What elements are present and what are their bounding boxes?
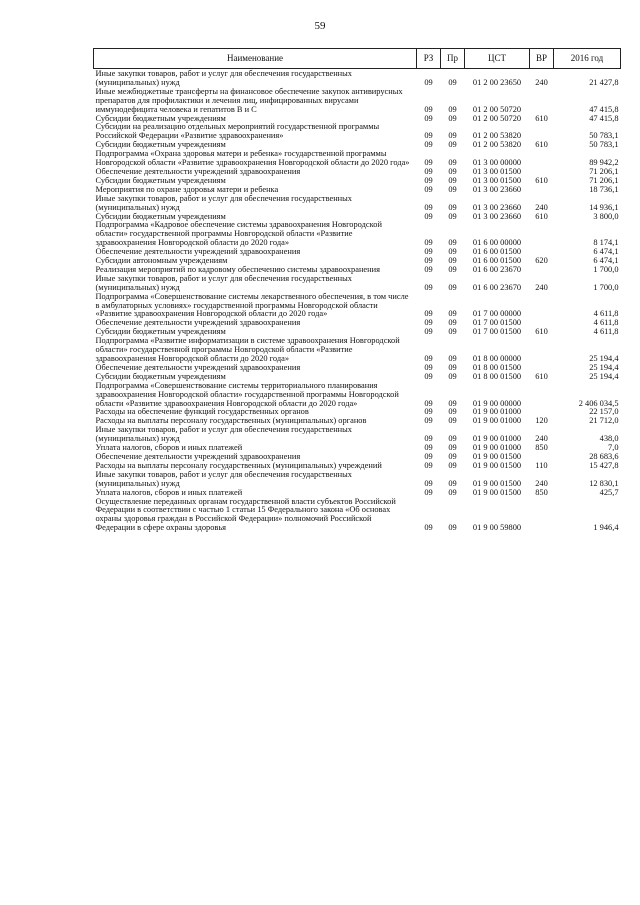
- row-cst: 01 9 00 01000: [472, 407, 522, 417]
- table-row: [94, 221, 621, 248]
- row-rz: 09: [424, 104, 433, 114]
- row-rz: 09: [424, 451, 433, 461]
- row-cst: 01 2 00 50720: [472, 113, 522, 123]
- row-vr: 850: [535, 487, 548, 497]
- row-pr: 09: [448, 371, 457, 381]
- table-row: [94, 123, 621, 141]
- row-vr: [530, 266, 554, 275]
- row-cst: 01 6 00 23670: [472, 282, 522, 292]
- row-rz: 09: [424, 523, 433, 533]
- row-amount: 6 474,1: [593, 256, 619, 266]
- row-name: Обеспечение деятельности учреждений здравоохранения: [95, 362, 301, 372]
- row-amount: 1 946,4: [593, 523, 619, 533]
- row-vr: 120: [535, 416, 548, 426]
- row-vr: 240: [535, 282, 548, 292]
- row-cst: 01 7 00 00000: [472, 309, 522, 319]
- column-header-pr: Пр: [441, 49, 465, 69]
- row-rz: 09: [424, 371, 433, 381]
- row-name: Осуществление переданных органам государственной власти субъектов Российской Федерации в соответствии с частью 1 статьи 15 Федерального закона «Об основах охраны здоровья граждан в Российской Федерации» полномочий Российской Федерации в сфере охраны здоровья: [95, 496, 396, 533]
- row-pr: 09: [448, 264, 457, 274]
- table-row: [94, 69, 621, 88]
- row-vr: 610: [535, 327, 548, 337]
- row-name: Обеспечение деятельности учреждений здравоохранения: [95, 451, 301, 461]
- row-pr: 09: [448, 158, 457, 168]
- row-rz: 09: [424, 202, 433, 212]
- row-amount: 28 683,6: [589, 451, 619, 461]
- row-pr: 09: [448, 202, 457, 212]
- column-header-vr: ВР: [530, 49, 554, 69]
- table-header-row: [94, 49, 621, 69]
- row-name: Реализация мероприятий по кадровому обеспечению системы здравоохранения: [95, 264, 380, 274]
- row-cst: 01 3 00 00000: [472, 158, 522, 168]
- row-vr: 610: [535, 371, 548, 381]
- row-rz: 09: [424, 398, 433, 408]
- row-cst: 01 6 00 23670: [472, 264, 522, 274]
- row-cst: 01 6 00 01500: [472, 247, 522, 257]
- row-amount: 25 194,4: [589, 371, 619, 381]
- row-cst: 01 2 00 53820: [472, 131, 522, 141]
- row-pr: 09: [448, 398, 457, 408]
- row-pr: 09: [448, 416, 457, 426]
- row-amount: 3 800,0: [593, 211, 619, 221]
- table-row: [94, 195, 621, 213]
- row-amount: 8 174,1: [593, 238, 619, 248]
- row-name: Субсидии автономным учреждениям: [95, 256, 228, 266]
- row-pr: 09: [448, 318, 457, 328]
- table-row: [94, 337, 621, 364]
- row-pr: 09: [448, 256, 457, 266]
- row-name: Расходы на выплаты персоналу государственных (муниципальных) учреждений: [95, 460, 382, 470]
- row-rz: 09: [424, 443, 433, 453]
- row-pr: 09: [448, 211, 457, 221]
- row-cst: 01 2 00 23650: [472, 77, 522, 87]
- row-name: Расходы на выплаты персоналу государственных (муниципальных) органов: [95, 416, 367, 426]
- row-cst: 01 9 00 00000: [472, 398, 522, 408]
- row-name: Расходы на обеспечение функций государственных органов: [95, 407, 309, 417]
- row-pr: 09: [448, 478, 457, 488]
- row-pr: 09: [448, 238, 457, 248]
- row-rz: 09: [424, 238, 433, 248]
- row-amount: 47 415,8: [589, 113, 619, 123]
- row-cst: 01 7 00 01500: [472, 327, 522, 337]
- row-rz: 09: [424, 362, 433, 372]
- row-amount: 47 415,8: [589, 104, 619, 114]
- row-amount: 25 194,4: [589, 362, 619, 372]
- table-row: [94, 426, 621, 444]
- row-name: Иные закупки товаров, работ и услуг для обеспечения государственных (муниципальных) нужд: [95, 193, 352, 212]
- row-pr: 09: [448, 247, 457, 257]
- row-amount: 4 611,8: [593, 318, 619, 328]
- row-rz: 09: [424, 354, 433, 363]
- row-name: Подпрограмма «Совершенствование системы лекарственного обеспечения, в том числе в амбулаторных условиях» государственной программы Новгородской области «Развитие здравоохранения Новгородской области до 2020 года»: [95, 291, 409, 319]
- row-vr: 240: [535, 77, 548, 87]
- row-vr: 610: [535, 211, 548, 221]
- row-name: Обеспечение деятельности учреждений здравоохранения: [95, 247, 301, 257]
- row-cst: 01 3 00 23660: [472, 211, 522, 221]
- row-rz: 09: [424, 327, 433, 337]
- row-rz: 09: [424, 77, 433, 87]
- row-vr: [530, 186, 554, 195]
- row-rz: 09: [424, 166, 433, 176]
- row-cst: 01 6 00 01500: [472, 256, 522, 266]
- row-amount: 1 700,0: [593, 282, 619, 292]
- row-vr: [530, 498, 554, 534]
- row-rz: 09: [424, 175, 433, 185]
- row-pr: 09: [448, 282, 457, 292]
- row-vr: 610: [535, 113, 548, 123]
- row-amount: 4 611,8: [593, 327, 619, 337]
- table-row: [94, 88, 621, 115]
- row-vr: [530, 337, 554, 364]
- row-pr: 09: [448, 327, 457, 337]
- row-pr: 09: [448, 140, 457, 150]
- row-cst: 01 9 00 59800: [472, 523, 522, 533]
- row-amount: 6 474,1: [593, 247, 619, 257]
- row-pr: 09: [448, 113, 457, 123]
- row-amount: 25 194,4: [589, 354, 619, 363]
- row-name: Подпрограмма «Развитие информатизации в системе здравоохранения Новгородской области» государственной программы Новгородской области «Развитие здравоохранения Новгородской области до 2020 года»: [95, 336, 400, 363]
- row-name: Мероприятия по охране здоровья матери и ребенка: [95, 184, 279, 194]
- row-cst: 01 9 00 01500: [472, 478, 522, 488]
- row-pr: 09: [448, 184, 457, 194]
- row-cst: 01 9 00 01000: [472, 443, 522, 453]
- row-vr: 240: [535, 478, 548, 488]
- row-amount: 4 611,8: [593, 309, 619, 319]
- row-name: Подпрограмма «Совершенствование системы территориального планирования здравоохранения Новгородской области» государственной программы Новгородской области «Развитие здравоохранения Новгородской области до 2020 года»: [95, 380, 399, 408]
- column-header-year: 2016 год: [554, 49, 621, 69]
- row-cst: 01 8 00 00000: [472, 354, 522, 363]
- row-vr: 240: [535, 434, 548, 444]
- row-pr: 09: [448, 175, 457, 185]
- row-vr: 110: [535, 460, 548, 470]
- table-row: [94, 471, 621, 489]
- row-cst: 01 8 00 01500: [472, 362, 522, 372]
- row-rz: 09: [424, 211, 433, 221]
- row-amount: 15 427,8: [589, 460, 619, 470]
- row-pr: 09: [448, 104, 457, 114]
- row-rz: 09: [424, 282, 433, 292]
- row-name: Субсидии бюджетным учреждениям: [95, 140, 226, 150]
- row-cst: 01 9 00 01500: [472, 451, 522, 461]
- row-cst: 01 8 00 01500: [472, 371, 522, 381]
- row-pr: 09: [448, 362, 457, 372]
- row-amount: 18 736,1: [589, 184, 619, 194]
- row-name: Субсидии бюджетным учреждениям: [95, 211, 226, 221]
- row-name: Иные закупки товаров, работ и услуг для обеспечения государственных (муниципальных) нужд: [95, 273, 352, 292]
- row-pr: 09: [448, 407, 457, 417]
- row-vr: [530, 88, 554, 115]
- row-amount: 21 712,0: [589, 416, 619, 426]
- row-cst: 01 3 00 23660: [472, 202, 522, 212]
- row-rz: 09: [424, 264, 433, 274]
- table-row: [94, 275, 621, 293]
- row-vr: 240: [535, 202, 548, 212]
- row-pr: 09: [448, 166, 457, 176]
- row-rz: 09: [424, 434, 433, 444]
- row-rz: 09: [424, 487, 433, 497]
- row-vr: [530, 293, 554, 320]
- row-name: Иные закупки товаров, работ и услуг для обеспечения государственных (муниципальных) нужд: [95, 69, 352, 87]
- row-name: Субсидии бюджетным учреждениям: [95, 327, 226, 337]
- row-rz: 09: [424, 256, 433, 266]
- row-pr: 09: [448, 460, 457, 470]
- row-rz: 09: [424, 158, 433, 168]
- row-amount: 89 942,2: [589, 158, 619, 168]
- row-name: Уплата налогов, сборов и иных платежей: [95, 487, 243, 497]
- row-pr: 09: [448, 523, 457, 533]
- row-name: Обеспечение деятельности учреждений здравоохранения: [95, 318, 301, 328]
- row-name: Обеспечение деятельности учреждений здравоохранения: [95, 166, 301, 176]
- table-body: [94, 69, 621, 534]
- row-amount: 50 783,1: [589, 131, 619, 141]
- row-amount: 21 427,8: [589, 77, 619, 87]
- table-row: [94, 498, 621, 534]
- row-vr: 610: [535, 175, 548, 185]
- row-amount: 2 406 034,5: [578, 398, 619, 408]
- row-cst: 01 3 00 01500: [472, 175, 522, 185]
- row-name: Иные закупки товаров, работ и услуг для обеспечения государственных (муниципальных) нужд: [95, 425, 352, 444]
- row-amount: 71 206,1: [589, 166, 619, 176]
- row-amount: 22 157,0: [589, 407, 619, 417]
- row-rz: 09: [424, 184, 433, 194]
- table-row: [94, 150, 621, 168]
- row-amount: 12 830,1: [589, 478, 619, 488]
- row-vr: 610: [535, 140, 548, 150]
- row-name: Субсидии бюджетным учреждениям: [95, 113, 226, 123]
- column-header-cst: ЦСТ: [465, 49, 530, 69]
- row-pr: 09: [448, 309, 457, 319]
- row-rz: 09: [424, 131, 433, 141]
- row-rz: 09: [424, 140, 433, 150]
- budget-table: [93, 48, 621, 533]
- row-name: Подпрограмма «Охрана здоровья матери и ребенка» государственной программы Новгородской области «Развитие здравоохранения Новгородской области до 2020 года»: [95, 149, 410, 168]
- row-vr: 620: [535, 256, 548, 266]
- column-header-name: Наименование: [94, 49, 417, 69]
- row-rz: 09: [424, 416, 433, 426]
- row-cst: 01 3 00 01500: [472, 166, 522, 176]
- row-rz: 09: [424, 247, 433, 257]
- row-cst: 01 9 00 01500: [472, 487, 522, 497]
- table-row: [94, 293, 621, 320]
- row-pr: 09: [448, 451, 457, 461]
- row-pr: 09: [448, 131, 457, 141]
- row-rz: 09: [424, 407, 433, 417]
- row-pr: 09: [448, 487, 457, 497]
- row-cst: 01 9 00 01000: [472, 416, 522, 426]
- row-pr: 09: [448, 443, 457, 453]
- row-amount: 50 783,1: [589, 140, 619, 150]
- row-rz: 09: [424, 318, 433, 328]
- row-cst: 01 2 00 50720: [472, 104, 522, 114]
- row-amount: 7,0: [608, 443, 619, 453]
- row-vr: 850: [535, 443, 548, 453]
- row-amount: 438,0: [599, 434, 619, 444]
- row-amount: 425,7: [599, 487, 619, 497]
- row-cst: 01 7 00 01500: [472, 318, 522, 328]
- page-number: 59: [314, 20, 326, 32]
- row-vr: [530, 221, 554, 248]
- row-name: Подпрограмма «Кадровое обеспечение системы здравоохранения Новгородской области» государственной программы Новгородской области «Развитие здравоохранения Новгородской области до 2020 года»: [95, 220, 382, 248]
- row-cst: 01 9 00 01000: [472, 434, 522, 444]
- row-cst: 01 6 00 00000: [472, 238, 522, 248]
- row-amount: 1 700,0: [593, 264, 619, 274]
- row-name: Иные межбюджетные трансферты на финансовое обеспечение закупок антивирусных препаратов для профилактики и лечения лиц, инфицированных вирусами иммунодефицита человека и гепатитов В и С: [95, 86, 403, 114]
- row-amount: 71 206,1: [589, 175, 619, 185]
- row-name: Субсидии на реализацию отдельных мероприятий государственной программы Российской Федерации «Развитие здравоохранения»: [95, 122, 380, 141]
- row-pr: 09: [448, 354, 457, 363]
- row-name: Субсидии бюджетным учреждениям: [95, 175, 226, 185]
- row-vr: [530, 123, 554, 141]
- row-pr: 09: [448, 434, 457, 444]
- row-name: Иные закупки товаров, работ и услуг для обеспечения государственных (муниципальных) нужд: [95, 469, 352, 488]
- row-rz: 09: [424, 113, 433, 123]
- row-name: Субсидии бюджетным учреждениям: [95, 371, 226, 381]
- row-rz: 09: [424, 309, 433, 319]
- row-cst: 01 9 00 01500: [472, 460, 522, 470]
- row-vr: [530, 382, 554, 409]
- row-cst: 01 3 00 23660: [472, 184, 522, 194]
- row-rz: 09: [424, 460, 433, 470]
- row-pr: 09: [448, 77, 457, 87]
- table-row: [94, 382, 621, 409]
- row-cst: 01 2 00 53820: [472, 140, 522, 150]
- row-amount: 14 936,1: [589, 202, 619, 212]
- row-vr: [530, 150, 554, 168]
- column-header-rz: РЗ: [417, 49, 441, 69]
- row-name: Уплата налогов, сборов и иных платежей: [95, 443, 243, 453]
- row-rz: 09: [424, 478, 433, 488]
